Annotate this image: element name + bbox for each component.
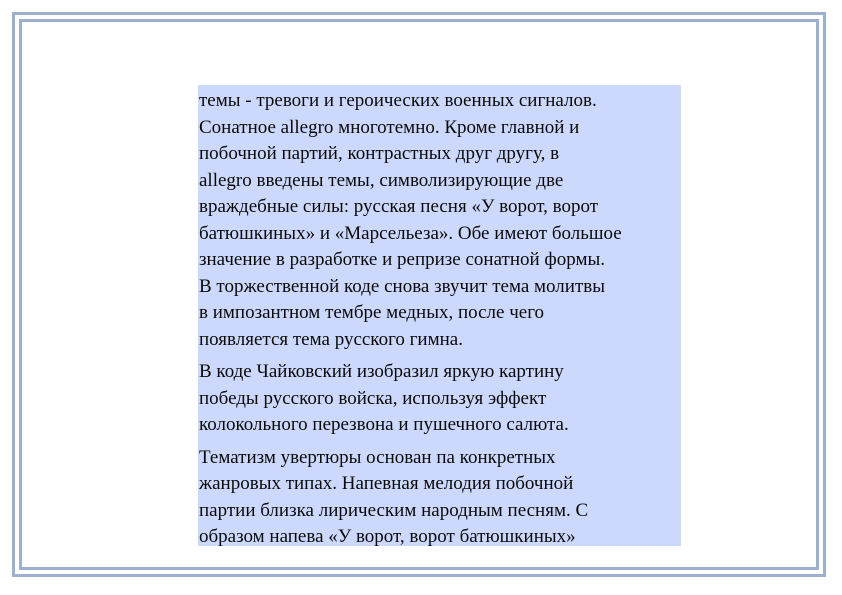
text-line: жанровых типах. Напевная мелодия побочной xyxy=(199,473,574,494)
text-line: В коде Чайковский изобразил яркую картину xyxy=(199,361,564,382)
text-line: побочной партий, контрастных друг другу, в xyxy=(199,143,560,164)
text-line: партии близка лирическим народным песням. С xyxy=(199,499,589,521)
text-line: значение в разработке и репризе сонатной формы. xyxy=(199,249,605,270)
text-line: появляется тема русского гимна. xyxy=(199,328,463,350)
text-line: Сонатное allegro многотемно. Кроме главной и xyxy=(199,116,580,138)
paragraph-3 xyxy=(199,445,681,551)
text-box xyxy=(198,85,681,546)
text-line: враждебные силы: русская песня «У ворот, ворот xyxy=(199,196,598,217)
text-line: в импозантном тембре медных, после чего xyxy=(199,302,545,323)
paragraph-2 xyxy=(199,359,681,439)
text-line: темы - тревоги и героических военных сигналов. xyxy=(199,90,597,111)
text-line: В торжественной коде снова звучит тема молитвы xyxy=(199,275,605,297)
text-line: колокольного перезвона и пушечного салюта. xyxy=(199,414,569,435)
text-line: батюшкиных» и «Марсельеза». Обе имеют большое xyxy=(199,222,622,244)
text-line: allegro введены темы, символизирующие две xyxy=(199,169,564,191)
text-line: Тематизм увертюры основан па конкретных xyxy=(199,446,556,468)
text-line: победы русского войска, используя эффект xyxy=(199,387,547,409)
text-line: образом напева «У ворот, ворот батюшкиных» xyxy=(199,526,576,547)
paragraph-1 xyxy=(199,88,681,353)
